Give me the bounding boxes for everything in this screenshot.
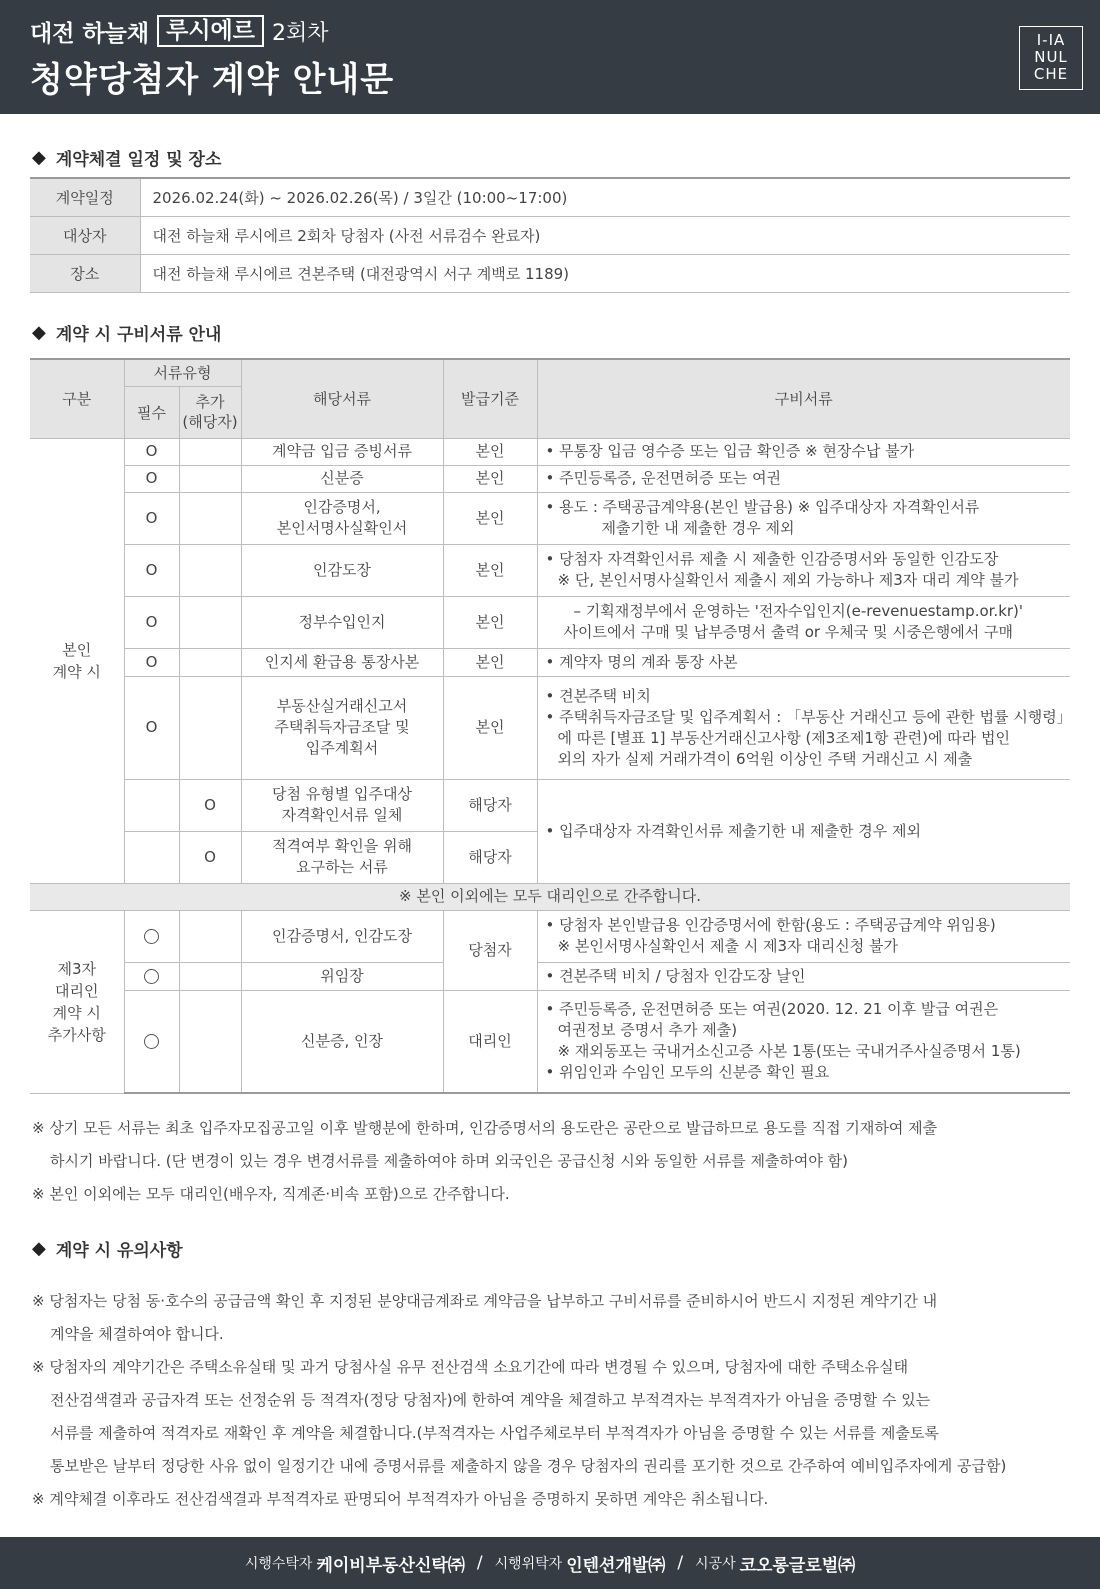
document-detail: • 무통장 입금 영수증 또는 입금 확인증 ※ 현장수납 불가	[537, 438, 1070, 465]
issue-basis: 본인	[443, 676, 537, 779]
document-name	[241, 676, 443, 779]
precaution-line: ※ 당첨자는 당첨 동·호수의 공급금액 확인 후 지정된 분양대금계좌로 계약금을 납부하고 구비서류를 준비하시어 반드시 지정된 계약기간 내	[32, 1292, 938, 1310]
detail-line: • 견본주택 비치	[545, 686, 651, 705]
additional-mark	[179, 910, 241, 962]
detail-line: • 당첨자 자격확인서류 제출 시 제출한 인감증명서와 동일한 인감도장	[545, 550, 999, 568]
diamond-bullet-icon: ◆	[32, 1238, 46, 1259]
document-name: 인감증명서, 인감도장	[241, 910, 443, 962]
detail-line: ※ 재외동포는 국내거소신고증 사본 1통(또는 국내거주사실증명서 1통)	[557, 1042, 1021, 1061]
precaution-line: 서류를 제출하여 적격자로 재확인 후 계약을 체결합니다.(부적격자는 사업주체로부터 부적격자가 아님을 증명할 수 있는 서류를 제출토록	[50, 1424, 939, 1442]
detail-line: – 기획재정부에서 운영하는 '전자수입인지(e-revenuestamp.or.kr)'	[573, 602, 1024, 620]
footer-company: 인텐션개발㈜	[566, 1555, 666, 1576]
group-label-line: 제3자	[57, 959, 97, 978]
header-issue-basis: 발급기준	[443, 359, 537, 438]
additional-mark	[179, 544, 241, 596]
diamond-bullet-icon: ◆	[32, 322, 46, 343]
note-line: ※ 상기 모든 서류는 최초 입주자모집공고일 이후 발행분에 한하며, 인감증명서의 용도란은 공란으로 발급하므로 용도를 직접 기재하여 제출	[32, 1119, 938, 1137]
document-detail	[537, 910, 1070, 962]
additional-mark	[179, 465, 241, 492]
document-detail: • 주민등록증, 운전면허증 또는 여권	[537, 465, 1070, 492]
footer-role: 시공사	[695, 1556, 736, 1572]
additional-mark	[179, 990, 241, 1093]
schedule-value: 대전 하늘채 루시에르 견본주택 (대전광역시 서구 계백로 1189)	[140, 254, 1070, 292]
section-schedule-title	[32, 145, 221, 170]
precaution-line: ※ 당첨자의 계약기간은 주택소유실태 및 과거 당첨사실 유무 전산검색 소요기간에 따라 변경될 수 있으며, 당첨자에 대한 주택소유실태	[32, 1358, 909, 1376]
document-name: 위임장	[241, 962, 443, 990]
table-row	[30, 779, 1070, 831]
issue-basis: 해당자	[443, 831, 537, 883]
header-details: 구비서류	[537, 359, 1070, 438]
table-row	[30, 990, 1070, 1093]
footer-role: 시행위탁자	[494, 1556, 563, 1572]
document-detail: • 견본주택 비치 / 당첨자 인감도장 날인	[537, 962, 1070, 990]
section-title-text: 계약 시 유의사항	[55, 1241, 183, 1261]
table-row	[30, 216, 1070, 254]
issue-basis: 본인	[443, 544, 537, 596]
issue-basis: 본인	[443, 648, 537, 676]
document-name-line: 부동산실거래신고서	[276, 697, 408, 715]
diamond-bullet-icon: ◆	[32, 147, 46, 168]
issue-basis: 본인	[443, 596, 537, 648]
required-mark: O	[124, 544, 179, 596]
table-header-row	[30, 359, 1070, 386]
documents-notes	[32, 1112, 937, 1211]
logo-line-2: NUL	[1034, 48, 1068, 66]
header-category: 구분	[30, 359, 124, 438]
required-mark	[124, 910, 179, 962]
schedule-value: 대전 하늘채 루시에르 2회차 당첨자 (사전 서류검수 완료자)	[140, 216, 1070, 254]
issue-basis: 본인	[443, 465, 537, 492]
required-mark: O	[124, 676, 179, 779]
document-name-line: 적격여부 확인을 위해	[272, 837, 412, 855]
detail-line: 외의 자가 실제 거래가격이 6억원 이상인 주택 거래신고 시 제출	[557, 749, 973, 768]
section-title-text: 계약체결 일정 및 장소	[55, 150, 222, 170]
precaution-line: 전산검색결과 공급자격 또는 선정순위 등 적격자(정당 당첨자)에 한하여 계약을 체결하고 부적격자는 부적격자가 아님을 증명할 수 있는	[50, 1391, 931, 1409]
required-mark: O	[124, 596, 179, 648]
precaution-line: ※ 계약체결 이후라도 전산검색결과 부적격자로 판명되어 부적격자가 아님을 증명하지 못하면 계약은 취소됩니다.	[32, 1490, 769, 1508]
document-name: 신분증	[241, 465, 443, 492]
detail-line: • 주택취득자금조달 및 입주계획서 : 「부동산 거래신고 등에 관한 법률 시행령」	[545, 707, 1072, 726]
schedule-label: 장소	[30, 254, 140, 292]
document-name-line: 본인서명사실확인서	[276, 519, 408, 537]
schedule-table	[30, 177, 1070, 293]
required-mark: O	[124, 648, 179, 676]
header-additional-sub: (해당자)	[182, 413, 238, 431]
required-mark: O	[124, 492, 179, 544]
issue-basis: 해당자	[443, 779, 537, 831]
additional-mark	[179, 676, 241, 779]
proxy-note: ※ 본인 이외에는 모두 대리인으로 간주합니다.	[30, 883, 1070, 910]
document-name-line: 입주계획서	[305, 739, 379, 757]
issue-basis: 당첨자	[443, 910, 537, 990]
footer-company: 케이비부동산신탁㈜	[316, 1555, 465, 1576]
additional-mark: O	[179, 831, 241, 883]
document-detail	[537, 544, 1070, 596]
detail-line: 제출기한 내 제출한 경우 제외	[601, 519, 795, 537]
project-round: 2회차	[271, 20, 329, 46]
header-document: 해당서류	[241, 359, 443, 438]
project-name	[30, 14, 329, 48]
logo-line-1: I-IA	[1036, 31, 1066, 49]
table-row	[30, 910, 1070, 962]
required-mark	[124, 831, 179, 883]
group-label-line: 추가사항	[47, 1025, 106, 1044]
table-row	[30, 438, 1070, 465]
documents-table	[30, 358, 1070, 1094]
header-additional	[179, 386, 241, 438]
detail-line: 사이트에서 구매 및 납부증명서 출력 or 우체국 및 시중은행에서 구매	[563, 623, 1013, 641]
document-detail-merged: • 입주대상자 자격확인서류 제출기한 내 제출한 경우 제외	[537, 779, 1070, 883]
schedule-value: 2026.02.24(화) ~ 2026.02.26(목) / 3일간 (10:00~17:00)	[140, 178, 1070, 216]
issue-basis: 본인	[443, 438, 537, 465]
schedule-label: 대상자	[30, 216, 140, 254]
document-name: 계약금 입금 증빙서류	[241, 438, 443, 465]
detail-line: • 용도 : 주택공급계약용(본인 발급용) ※ 입주대상자 자격확인서류	[545, 498, 980, 516]
circle-mark-icon	[144, 969, 159, 984]
table-row	[30, 465, 1070, 492]
header	[0, 0, 1100, 114]
document-name-line: 자격확인서류 일체	[281, 806, 403, 824]
document-name: 인지세 환급용 통장사본	[241, 648, 443, 676]
additional-mark	[179, 492, 241, 544]
document-name-line: 요구하는 서류	[296, 858, 388, 876]
required-mark: O	[124, 438, 179, 465]
document-detail	[537, 596, 1070, 648]
table-row	[30, 676, 1070, 779]
header-doc-type: 서류유형	[124, 359, 241, 386]
table-row	[30, 648, 1070, 676]
detail-line: • 주민등록증, 운전면허증 또는 여권(2020. 12. 21 이후 발급 여권은	[545, 1000, 999, 1019]
detail-line: ※ 단, 본인서명사실확인서 제출시 제외 가능하나 제3자 대리 계약 불가	[557, 571, 1019, 589]
hanulche-logo	[1019, 26, 1083, 90]
issue-basis: 대리인	[443, 990, 537, 1093]
group-label-line: 대리인	[55, 981, 99, 1000]
precautions-list	[32, 1285, 1006, 1516]
footer	[0, 1537, 1100, 1589]
document-detail: • 계약자 명의 계좌 통장 사본	[537, 648, 1070, 676]
table-row	[30, 962, 1070, 990]
page-title: 청약당첨자 계약 안내문	[30, 60, 395, 100]
additional-mark	[179, 648, 241, 676]
note-line: 하시기 바랍니다. (단 변경이 있는 경우 변경서류를 제출하여야 하며 외국인은 공급신청 시와 동일한 서류를 제출하여야 함)	[50, 1152, 849, 1170]
issue-basis: 본인	[443, 492, 537, 544]
document-name: 신분증, 인장	[241, 990, 443, 1093]
logo-line-3: CHE	[1033, 65, 1069, 83]
document-name-line: 당첨 유형별 입주대상	[272, 785, 412, 803]
additional-mark: O	[179, 779, 241, 831]
table-row	[30, 596, 1070, 648]
detail-line: 에 따른 [별표 1] 부동산거래신고사항 (제3조제1항 관련)에 따라 법인	[557, 728, 1010, 747]
additional-mark	[179, 438, 241, 465]
additional-mark	[179, 962, 241, 990]
footer-separator: /	[677, 1553, 684, 1573]
project-name-prefix: 대전 하늘채	[30, 20, 150, 47]
detail-line: • 당첨자 본인발급용 인감증명서에 한함(용도 : 주택공급계약 위임용)	[545, 916, 996, 934]
document-name	[241, 492, 443, 544]
group-label-line: 계약 시	[52, 1003, 101, 1022]
group-label-line: 본인	[62, 640, 92, 659]
table-row	[30, 544, 1070, 596]
required-mark	[124, 779, 179, 831]
document-name	[241, 779, 443, 831]
required-mark	[124, 962, 179, 990]
detail-line: • 위임인과 수임인 모두의 신분증 확인 필요	[545, 1063, 830, 1082]
precaution-line: 계약을 체결하여야 합니다.	[50, 1325, 224, 1343]
document-name-line: 인감증명서,	[303, 498, 381, 516]
footer-separator: /	[476, 1553, 483, 1573]
circle-mark-icon	[144, 929, 159, 944]
precaution-line: 통보받은 날부터 정당한 사유 없이 일정기간 내에 증명서류를 제출하지 않을 경우 당첨자의 권리를 포기한 것으로 간주하여 예비입주자에게 공급함)	[50, 1457, 1007, 1475]
detail-line: 여권정보 증명서 추가 제출)	[557, 1021, 738, 1040]
schedule-label: 계약일정	[30, 178, 140, 216]
group-label-line: 계약 시	[52, 662, 101, 681]
document-detail	[537, 492, 1070, 544]
table-row	[30, 178, 1070, 216]
note-line: ※ 본인 이외에는 모두 대리인(배우자, 직계존·비속 포함)으로 간주합니다.	[32, 1185, 510, 1203]
table-row	[30, 254, 1070, 292]
header-required: 필수	[124, 386, 179, 438]
table-row	[30, 492, 1070, 544]
required-mark: O	[124, 465, 179, 492]
additional-mark	[179, 596, 241, 648]
group-proxy-contract	[30, 910, 124, 1093]
document-name: 정부수입인지	[241, 596, 443, 648]
project-name-boxed: 루시에르	[157, 15, 264, 47]
detail-line: ※ 본인서명사실확인서 제출 시 제3자 대리신청 불가	[557, 937, 899, 955]
document-name-line: 주택취득자금조달 및	[274, 718, 410, 736]
circle-mark-icon	[144, 1034, 159, 1049]
table-row	[30, 883, 1070, 910]
document-name: 인감도장	[241, 544, 443, 596]
section-title-text: 계약 시 구비서류 안내	[55, 325, 222, 345]
document-name	[241, 831, 443, 883]
document-detail	[537, 990, 1070, 1093]
footer-role: 시행수탁자	[244, 1556, 313, 1572]
section-documents-title	[32, 320, 221, 345]
section-precautions-title	[32, 1236, 183, 1261]
required-mark	[124, 990, 179, 1093]
footer-company: 코오롱글로벌㈜	[739, 1555, 856, 1576]
group-self-contract	[30, 438, 124, 883]
header-additional-label: 추가	[195, 393, 225, 411]
document-detail	[537, 676, 1070, 779]
